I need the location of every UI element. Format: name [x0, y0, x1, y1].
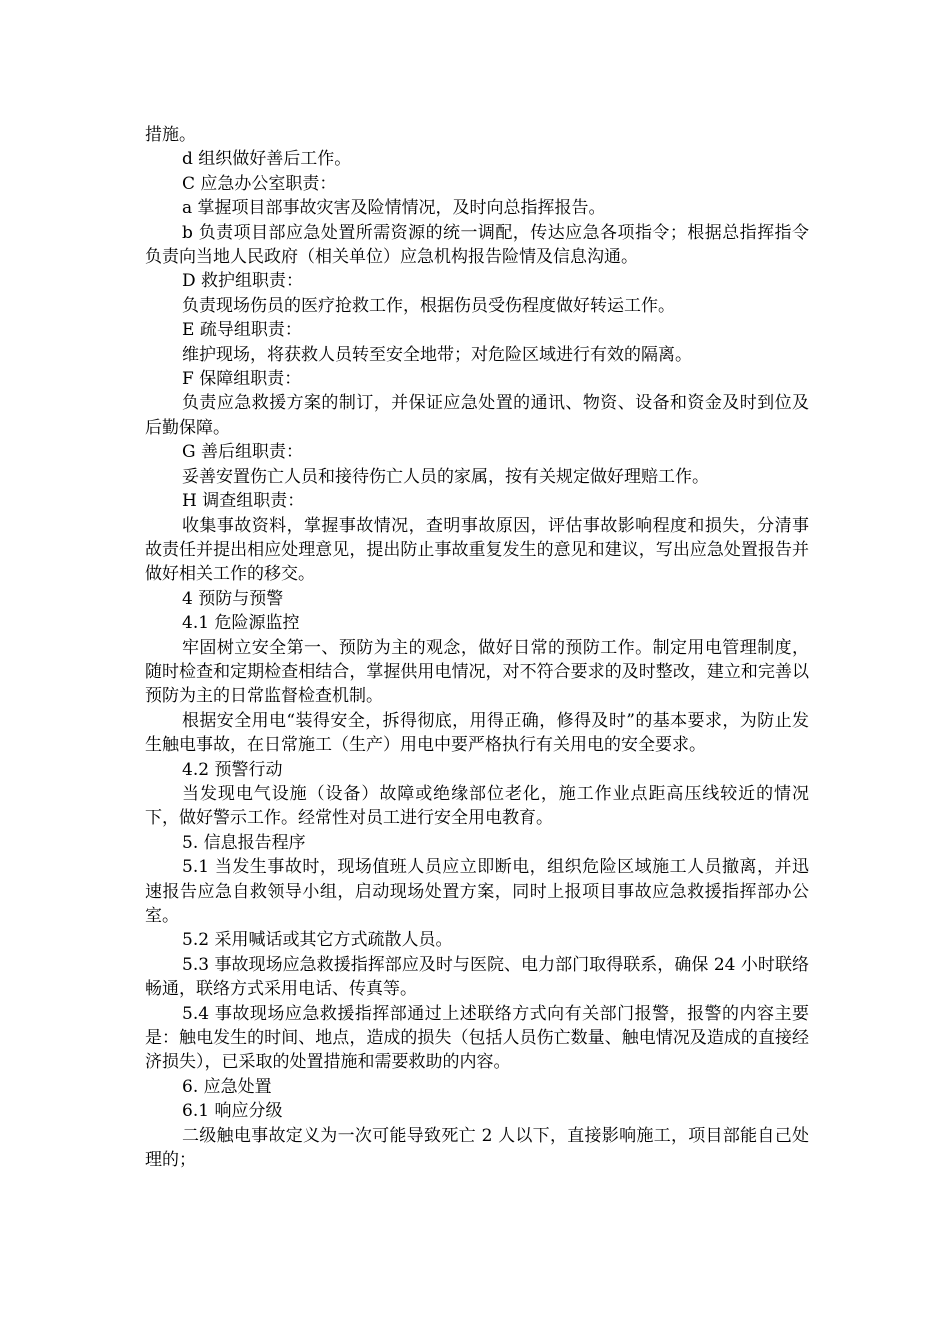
paragraph: a 掌握项目部事故灾害及险情情况，及时向总指挥报告。 — [182, 198, 606, 219]
paragraph: 牢固树立安全第一、预防为主的观念，做好日常的预防工作。制定用电管理制度，随时检查和定期检查相结合，掌握供用电情况，对不符合要求的及时整改，建立和完善以预防为主的日常监督检查机制。 — [145, 637, 809, 707]
paragraph: d 组织做好善后工作。 — [182, 149, 352, 170]
section-heading: E 疏导组职责： — [182, 320, 302, 341]
section-heading: H 调查组职责： — [182, 491, 305, 512]
section-heading: F 保障组职责： — [182, 369, 302, 390]
paragraph: 当发现电气设施（设备）故障或绝缘部位老化，施工作业点距高压线较近的情况下，做好警示工作。经常性对员工进行安全用电教育。 — [145, 783, 809, 829]
section-heading: 6. 应急处置 — [182, 1076, 272, 1097]
section-heading: G 善后组职责： — [182, 442, 303, 463]
paragraph: 5.4 事故现场应急救援指挥部通过上述联络方式向有关部门报警，报警的内容主要是：触电发生的时间、地点，造成的损失（包括人员伤亡数量、触电情况及造成的直接经济损失），已采取的处置措施和需要救助的内容。 — [145, 1003, 809, 1073]
paragraph: 根据安全用电“装得安全，拆得彻底，用得正确，修得及时”的基本要求，为防止发生触电事故，在日常施工（生产）用电中要严格执行有关用电的安全要求。 — [145, 710, 809, 756]
section-heading: 4 预防与预警 — [182, 588, 284, 609]
document-body — [145, 123, 809, 1172]
section-heading: 6.1 响应分级 — [182, 1101, 283, 1122]
section-heading: 5. 信息报告程序 — [182, 832, 306, 853]
paragraph: 妥善安置伤亡人员和接待伤亡人员的家属，按有关规定做好理赔工作。 — [182, 466, 709, 487]
paragraph: 5.2 采用喊话或其它方式疏散人员。 — [182, 930, 453, 951]
paragraph: 措施。 — [145, 125, 196, 145]
paragraph: 负责现场伤员的医疗抢救工作，根据伤员受伤程度做好转运工作。 — [182, 295, 675, 316]
paragraph: 5.3 事故现场应急救援指挥部应及时与医院、电力部门取得联系，确保 24 小时联络畅通，联络方式采用电话、传真等。 — [145, 954, 809, 1000]
paragraph: b 负责项目部应急处置所需资源的统一调配，传达应急各项指令；根据总指挥指令负责向当地人民政府（相关单位）应急机构报告险情及信息沟通。 — [145, 222, 809, 268]
section-heading: 4.2 预警行动 — [182, 759, 283, 780]
paragraph: 二级触电事故定义为一次可能导致死亡 2 人以下，直接影响施工，项目部能自己处理的； — [145, 1125, 809, 1171]
section-heading: D 救护组职责： — [182, 271, 304, 292]
section-heading: 4.1 危险源监控 — [182, 613, 300, 634]
paragraph: 收集事故资料，掌握事故情况，查明事故原因，评估事故影响程度和损失，分清事故责任并提出相应处理意见，提出防止事故重复发生的意见和建议，写出应急处置报告并做好相关工作的移交。 — [145, 515, 809, 585]
paragraph: 5.1 当发生事故时，现场值班人员应立即断电，组织危险区域施工人员撤离，并迅速报告应急自救领导小组，启动现场处置方案，同时上报项目事故应急救援指挥部办公室。 — [145, 857, 809, 926]
paragraph: 负责应急救援方案的制订，并保证应急处置的通讯、物资、设备和资金及时到位及后勤保障。 — [145, 393, 809, 438]
section-heading: C 应急办公室职责： — [182, 173, 337, 194]
paragraph: 维护现场，将获救人员转至安全地带；对危险区域进行有效的隔离。 — [182, 344, 692, 365]
